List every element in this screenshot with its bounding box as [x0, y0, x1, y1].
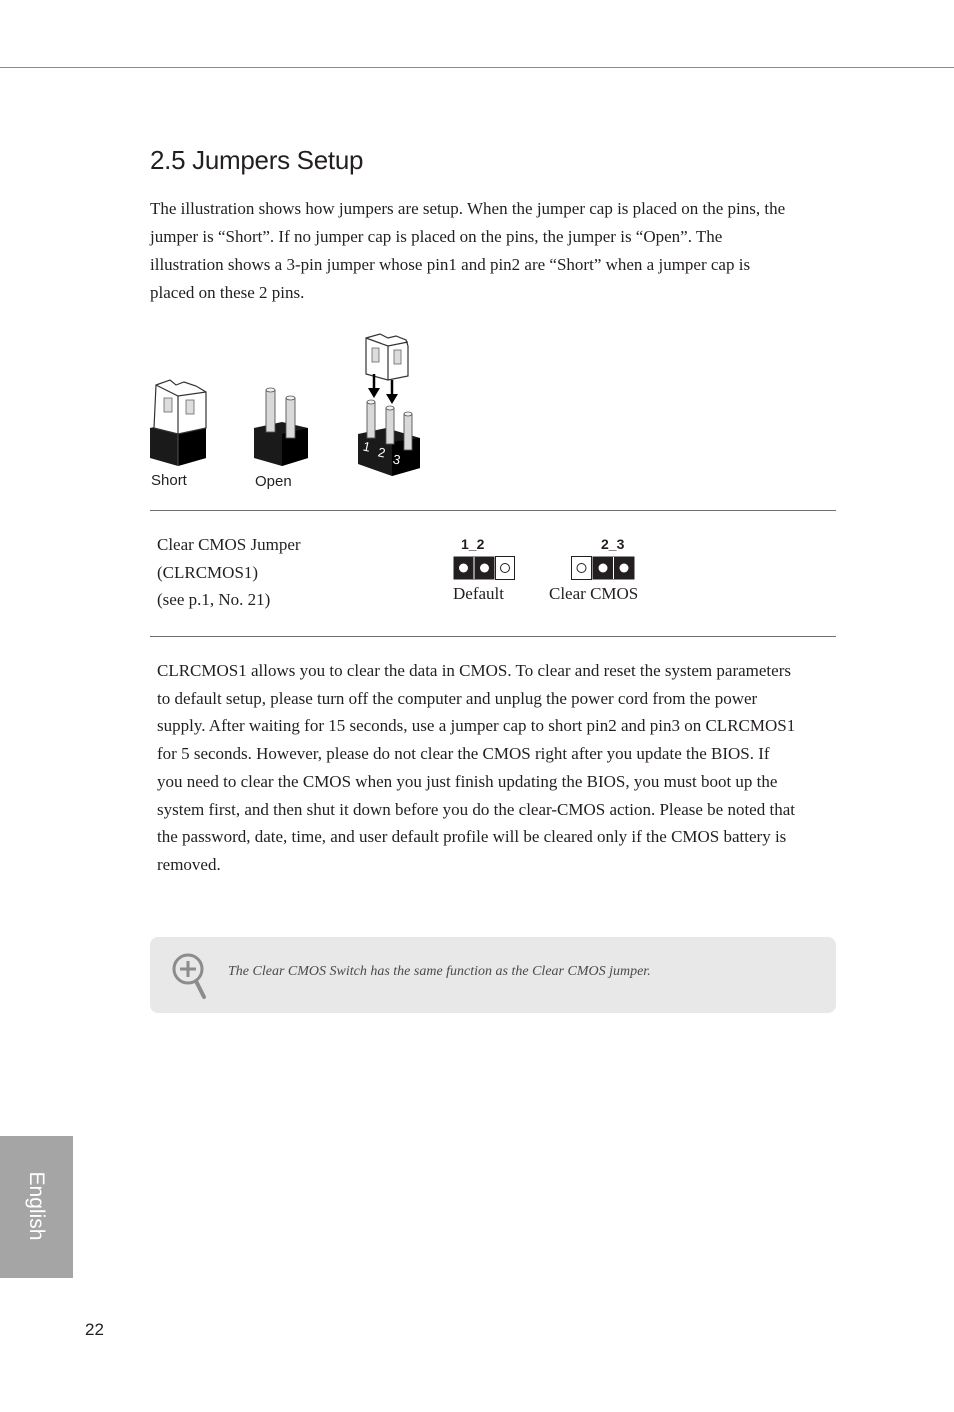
page-number: 22 [85, 1320, 104, 1339]
section-title: 2.5 Jumpers Setup [150, 145, 364, 175]
jumper-name [157, 531, 417, 614]
intro-paragraph: The illustration shows how jumpers are setup. When the jumper cap is placed on the pins, the jumper is “Short”. If no jumper cap is placed on the pins, the jumper is “Open”. The illustration shows a 3-pin jumper whose pin1 and pin2 are “Short” when a jumper cap is placed on these 2 pins. [150, 199, 786, 302]
default-pin-header: 1_2 [461, 536, 485, 552]
default-pin-strip [453, 556, 515, 580]
language-tab [0, 1136, 73, 1278]
pin-number-2: 2 [376, 444, 387, 461]
clear-pin-strip [571, 556, 635, 580]
clear-cmos-caption: Clear CMOS [549, 584, 639, 603]
jumper-name-line1: Clear CMOS Jumper [157, 535, 301, 554]
pin-number-3: 3 [391, 451, 402, 468]
jumper-diagram [150, 330, 450, 495]
jumper-name-line3: (see p.1, No. 21) [157, 590, 271, 609]
note-text: The Clear CMOS Switch has the same function as the Clear CMOS jumper. [228, 964, 651, 979]
pin-number-1: 1 [361, 438, 372, 455]
clear-pin-header: 2_3 [601, 536, 625, 552]
short-label: Short [151, 472, 187, 489]
magnifier-plus-icon [170, 951, 210, 1001]
note-box [150, 937, 836, 1013]
language-label: English [25, 1171, 48, 1241]
header-rule [0, 67, 954, 68]
jumper-name-line2: (CLRCMOS1) [157, 562, 259, 582]
three-pin-jumper [358, 334, 420, 476]
short-jumper [150, 380, 206, 466]
clrcmos-description: CLRCMOS1 allows you to clear the data in CMOS. To clear and reset the system parameters to default setup, please turn off the computer and unplug the power cord from the power supply. After waiting for 15 seconds, use a jumper cap to short pin2 and pin3 on CLRCMOS1 for 5 seconds. However, please do not clear the CMOS right after you update the BIOS. If you need to clear the CMOS when you just finish updating the BIOS, you must boot up the system first, and then shut it down before you do the clear-CMOS action. Please be noted that the password, date, time, and user default profile will be cleared only if the CMOS battery is removed. [157, 661, 796, 874]
table-bottom-rule [150, 636, 836, 637]
open-jumper [254, 388, 308, 466]
open-label: Open [255, 473, 292, 490]
table-top-rule [150, 510, 836, 511]
jumper-illustration [150, 330, 450, 495]
default-caption: Default [453, 584, 504, 603]
